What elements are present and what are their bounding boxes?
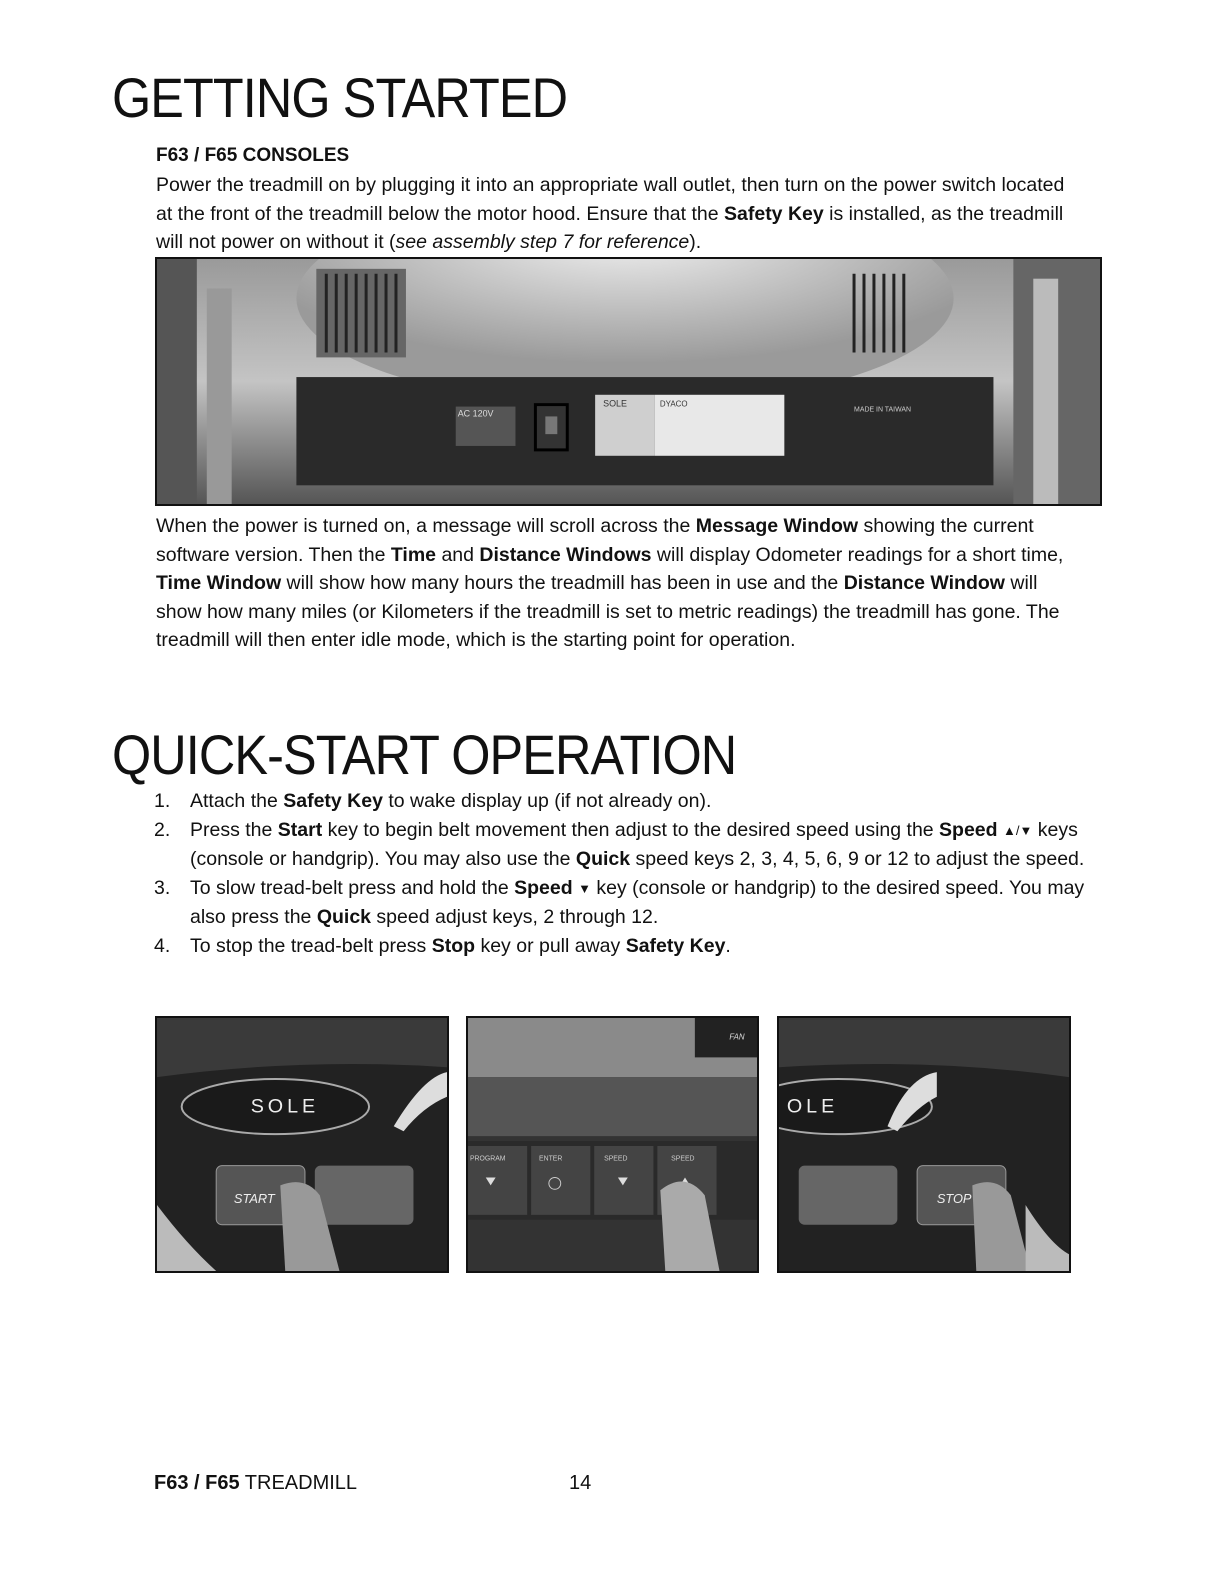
program-key-label: PROGRAM	[469, 1155, 506, 1163]
power-outlet-photo	[155, 257, 1102, 506]
subheading-consoles: F63 / F65 CONSOLES	[156, 145, 350, 166]
start-key-photo	[155, 1016, 449, 1273]
brand-label: SOLE	[603, 398, 627, 409]
outlet-label: AC 120V	[457, 408, 494, 419]
start-key-label: START	[233, 1191, 275, 1207]
made-in-label: MADE IN TAIWAN	[854, 406, 912, 414]
sole-logo: OLE	[786, 1095, 839, 1118]
stop-key-photo	[777, 1016, 1071, 1273]
speed-key-photo	[466, 1016, 759, 1273]
speed-arrows-icon: ▲/▼	[1003, 822, 1033, 838]
list-item: 2. Press the Start key to begin belt movement then adjust to the desired speed using the Speed ▲/▼ keys (console or handgrip). You may also use the Quick speed keys 2, 3, 4, 5, 6, 9 or 12 to adjust the speed.	[154, 818, 1085, 870]
stop-key-label: STOP	[936, 1191, 972, 1207]
list-item: 4. To stop the tread-belt press Stop key or pull away Safety Key.	[154, 934, 731, 957]
speed-down-icon: ▼	[578, 880, 591, 896]
steps-list	[154, 787, 1094, 960]
section-title-quick-start: QUICK-START OPERATION	[112, 723, 737, 786]
speed-down-key-label: SPEED	[604, 1155, 628, 1163]
fan-label: FAN	[729, 1032, 745, 1042]
intro-paragraph: Power the treadmill on by plugging it into an appropriate wall outlet, then turn on the power switch located at the front of the treadmill below the motor hood. Ensure that the Safety Key is installed, as the treadmill will not power on without it (see assembly step 7 for reference).	[156, 174, 1065, 253]
list-item: 1. Attach the Safety Key to wake display up (if not already on).	[154, 790, 712, 812]
page-number: 14	[569, 1472, 592, 1494]
maker-label: DYACO	[659, 399, 688, 409]
list-item: 3. To slow tread-belt press and hold the Speed ▼ key (console or handgrip) to the desired speed. You may also press the Quick speed adjust keys, 2 through 12.	[154, 876, 1085, 928]
footer-model: F63 / F65 TREADMILL	[154, 1472, 358, 1494]
sole-logo: SOLE	[250, 1095, 320, 1118]
speed-up-key-label: SPEED	[671, 1155, 695, 1163]
section-title-getting-started: GETTING STARTED	[112, 66, 568, 129]
power-on-paragraph: When the power is turned on, a message will scroll across the Message Window showing the current software version. Then the Time and Distance Windows will display Odometer readings for a short time, Time Window will show how many hours the treadmill has been in use and the Distance Window will show how many miles (or Kilometers if the treadmill is set to metric readings) the treadmill has gone. The treadmill will then enter idle mode, which is the starting point for operation.	[156, 515, 1064, 651]
enter-key-label: ENTER	[539, 1155, 563, 1163]
